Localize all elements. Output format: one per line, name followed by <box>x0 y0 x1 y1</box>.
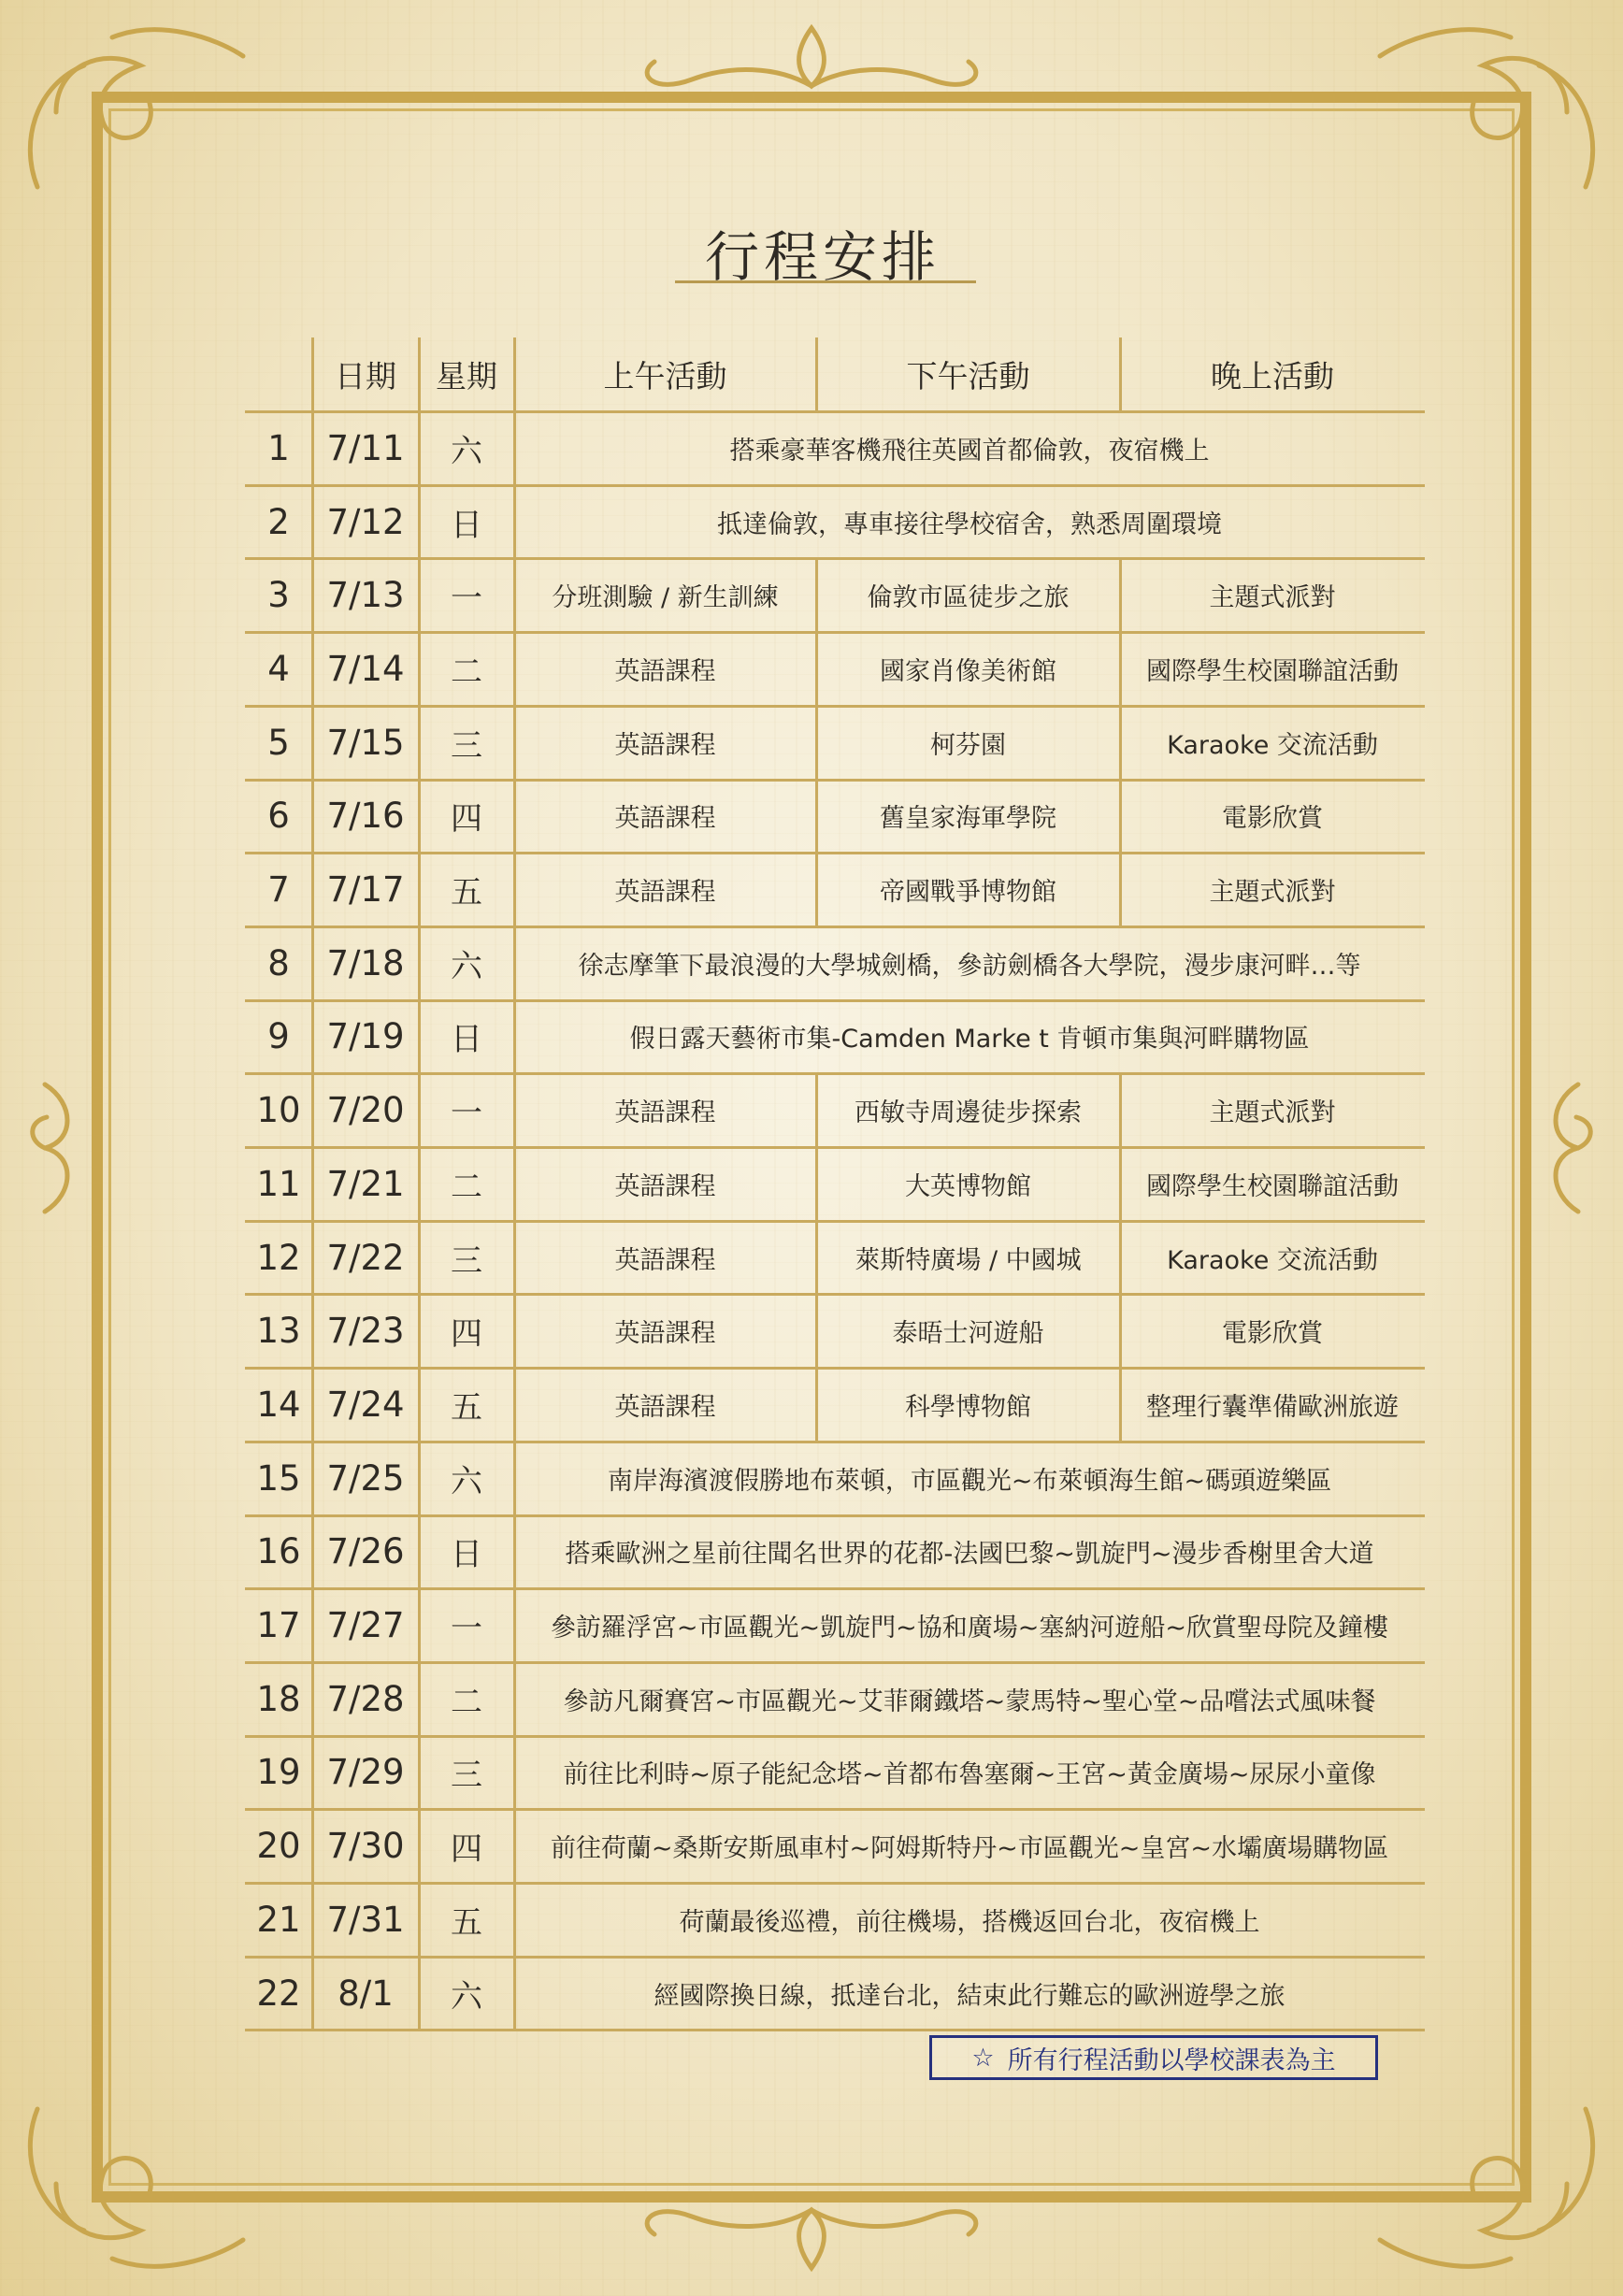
row-weekday: 二 <box>451 1168 482 1206</box>
activity-divider <box>815 1147 818 1221</box>
column-header: 星期 <box>436 358 497 395</box>
activity-divider <box>1119 632 1122 706</box>
morning-activity: 英語課程 <box>614 1392 716 1422</box>
activity-divider <box>1119 1294 1122 1368</box>
row-number: 5 <box>267 722 290 763</box>
row-weekday: 六 <box>451 1977 482 2016</box>
row-date: 7/14 <box>326 648 405 689</box>
row-date: 7/25 <box>326 1457 405 1499</box>
row-number: 12 <box>256 1237 301 1278</box>
note-text: 所有行程活動以學校課表為主 <box>1007 2045 1336 2075</box>
row-number: 20 <box>256 1826 301 1867</box>
activity-divider <box>815 706 818 780</box>
evening-activity: 主題式派對 <box>1209 583 1336 613</box>
morning-activity: 分班測驗 / 新生訓練 <box>552 583 779 613</box>
evening-activity: 整理行囊準備歐洲旅遊 <box>1146 1392 1399 1422</box>
activity-divider <box>815 1294 818 1368</box>
activity-divider <box>1119 1073 1122 1147</box>
activity-divider <box>815 853 818 926</box>
morning-activity: 英語課程 <box>614 730 716 760</box>
activity-divider <box>815 780 818 854</box>
morning-activity: 英語課程 <box>614 1245 716 1275</box>
row-number: 10 <box>256 1090 301 1131</box>
evening-activity: 主題式派對 <box>1209 878 1336 908</box>
row-date: 8/1 <box>338 1973 394 2014</box>
row-date: 7/13 <box>326 575 405 616</box>
morning-activity: 英語課程 <box>614 878 716 908</box>
row-weekday: 日 <box>451 1021 482 1059</box>
activity-divider <box>815 1368 818 1442</box>
row-number: 6 <box>267 796 290 837</box>
row-weekday: 五 <box>451 874 482 912</box>
row-date: 7/11 <box>326 427 405 468</box>
activity-divider <box>1119 1221 1122 1295</box>
row-number: 16 <box>256 1531 301 1572</box>
row-weekday: 六 <box>451 1462 482 1500</box>
row-number: 8 <box>267 942 290 983</box>
header-divider <box>815 337 818 411</box>
afternoon-activity: 科學博物館 <box>905 1392 1031 1422</box>
morning-activity: 英語課程 <box>614 1171 716 1201</box>
column-header: 日期 <box>335 358 396 395</box>
row-date: 7/23 <box>326 1311 405 1352</box>
full-day-activity: 參訪羅浮宮~市區觀光~凱旋門~協和廣場~塞納河遊船~欣賞聖母院及鐘樓 <box>550 1614 1389 1643</box>
full-day-activity: 搭乘歐洲之星前往聞名世界的花都-法國巴黎~凱旋門~漫步香榭里舍大道 <box>565 1540 1374 1570</box>
full-day-activity: 假日露天藝術市集-Camden Marke t 肯頓市集與河畔購物區 <box>629 1025 1310 1055</box>
morning-activity: 英語課程 <box>614 1319 716 1349</box>
column-header: 上午活動 <box>603 358 727 395</box>
column-header: 晚上活動 <box>1211 358 1334 395</box>
full-day-activity: 搭乘豪華客機飛往英國首都倫敦，夜宿機上 <box>729 436 1210 466</box>
afternoon-activity: 萊斯特廣場 / 中國城 <box>855 1245 1082 1275</box>
row-weekday: 三 <box>451 1757 482 1795</box>
evening-activity: Karaoke 交流活動 <box>1167 730 1378 760</box>
morning-activity: 英語課程 <box>614 804 716 834</box>
row-date: 7/21 <box>326 1163 405 1204</box>
row-weekday: 三 <box>451 1241 482 1280</box>
row-date: 7/27 <box>326 1605 405 1646</box>
activity-divider <box>1119 558 1122 632</box>
row-weekday: 三 <box>451 726 482 765</box>
afternoon-activity: 柯芬園 <box>930 730 1006 760</box>
row-number: 9 <box>267 1016 290 1057</box>
full-day-activity: 參訪凡爾賽宮~市區觀光~艾菲爾鐵塔~蒙馬特~聖心堂~品嚐法式風味餐 <box>563 1686 1376 1716</box>
row-date: 7/26 <box>326 1531 405 1572</box>
row-date: 7/16 <box>326 796 405 837</box>
row-weekday: 一 <box>451 1095 482 1133</box>
row-date: 7/31 <box>326 1899 405 1940</box>
evening-activity: 電影欣賞 <box>1222 1319 1323 1349</box>
full-day-activity: 荷蘭最後巡禮，前往機場，搭機返回台北，夜宿機上 <box>679 1907 1260 1937</box>
row-date: 7/28 <box>326 1678 405 1719</box>
schedule-note <box>929 2035 1378 2080</box>
row-weekday: 日 <box>451 1536 482 1574</box>
star-icon: ☆ <box>971 2043 995 2073</box>
row-weekday: 一 <box>451 580 482 618</box>
full-day-activity: 抵達倫敦，專車接往學校宿舍，熟悉周圍環境 <box>717 509 1222 539</box>
row-date: 7/17 <box>326 869 405 911</box>
row-weekday: 二 <box>451 1683 482 1721</box>
activity-divider <box>1119 1368 1122 1442</box>
afternoon-activity: 大英博物館 <box>905 1171 1031 1201</box>
afternoon-activity: 舊皇家海軍學院 <box>880 804 1056 834</box>
evening-activity: Karaoke 交流活動 <box>1167 1245 1378 1275</box>
full-day-activity: 徐志摩筆下最浪漫的大學城劍橋，參訪劍橋各大學院，漫步康河畔…等 <box>578 951 1361 981</box>
row-number: 4 <box>267 648 290 689</box>
full-day-activity: 前往荷蘭~桑斯安斯風車村~阿姆斯特丹~市區觀光~皇宮~水壩廣場購物區 <box>550 1834 1389 1864</box>
row-number: 14 <box>256 1384 301 1425</box>
row-number: 1 <box>267 427 290 468</box>
full-day-activity: 前往比利時~原子能紀念塔~首都布魯塞爾~王宮~黃金廣場~尿尿小童像 <box>563 1760 1376 1790</box>
page-title: 行程安排 <box>704 225 941 289</box>
activity-divider <box>815 1073 818 1147</box>
activity-divider <box>1119 706 1122 780</box>
afternoon-activity: 泰晤士河遊船 <box>892 1319 1044 1349</box>
row-number: 21 <box>256 1899 301 1940</box>
morning-activity: 英語課程 <box>614 656 716 686</box>
full-day-activity: 南岸海濱渡假勝地布萊頓，市區觀光~布萊頓海生館~碼頭遊樂區 <box>607 1466 1332 1496</box>
title-underline <box>675 280 976 283</box>
row-weekday: 日 <box>451 506 482 544</box>
row-weekday: 五 <box>451 1903 482 1942</box>
evening-activity: 國際學生校園聯誼活動 <box>1146 656 1399 686</box>
row-date: 7/29 <box>326 1752 405 1793</box>
row-date: 7/20 <box>326 1090 405 1131</box>
row-weekday: 四 <box>451 800 482 839</box>
row-number: 19 <box>256 1752 301 1793</box>
full-day-activity: 經國際換日線，抵達台北，結束此行難忘的歐洲遊學之旅 <box>654 1981 1285 2011</box>
row-number: 2 <box>267 501 290 542</box>
evening-activity: 電影欣賞 <box>1222 804 1323 834</box>
afternoon-activity: 國家肖像美術館 <box>880 656 1056 686</box>
afternoon-activity: 倫敦市區徒步之旅 <box>867 583 1070 613</box>
row-date: 7/15 <box>326 722 405 763</box>
row-weekday: 一 <box>451 1610 482 1648</box>
row-number: 17 <box>256 1605 301 1646</box>
activity-divider <box>815 632 818 706</box>
row-number: 13 <box>256 1311 301 1352</box>
row-weekday: 四 <box>451 1315 482 1354</box>
row-weekday: 五 <box>451 1388 482 1427</box>
row-number: 7 <box>267 869 290 911</box>
morning-activity: 英語課程 <box>614 1098 716 1128</box>
activity-divider <box>815 558 818 632</box>
row-date: 7/12 <box>326 501 405 542</box>
activity-divider <box>1119 1147 1122 1221</box>
row-date: 7/30 <box>326 1826 405 1867</box>
row-weekday: 六 <box>451 947 482 985</box>
evening-activity: 主題式派對 <box>1209 1098 1336 1128</box>
row-weekday: 二 <box>451 653 482 691</box>
afternoon-activity: 西敏寺周邊徒步探索 <box>855 1098 1082 1128</box>
activity-divider <box>815 1221 818 1295</box>
row-number: 15 <box>256 1457 301 1499</box>
afternoon-activity: 帝國戰爭博物館 <box>880 878 1056 908</box>
row-date: 7/22 <box>326 1237 405 1278</box>
evening-activity: 國際學生校園聯誼活動 <box>1146 1171 1399 1201</box>
row-weekday: 六 <box>451 432 482 470</box>
activity-divider <box>1119 853 1122 926</box>
row-number: 11 <box>256 1163 301 1204</box>
row-weekday: 四 <box>451 1830 482 1869</box>
row-date: 7/18 <box>326 942 405 983</box>
column-header: 下午活動 <box>906 358 1030 395</box>
row-number: 18 <box>256 1678 301 1719</box>
row-date: 7/24 <box>326 1384 405 1425</box>
row-number: 3 <box>267 575 290 616</box>
row-number: 22 <box>256 1973 301 2014</box>
activity-divider <box>1119 780 1122 854</box>
row-date: 7/19 <box>326 1016 405 1057</box>
header-divider <box>1119 337 1122 411</box>
